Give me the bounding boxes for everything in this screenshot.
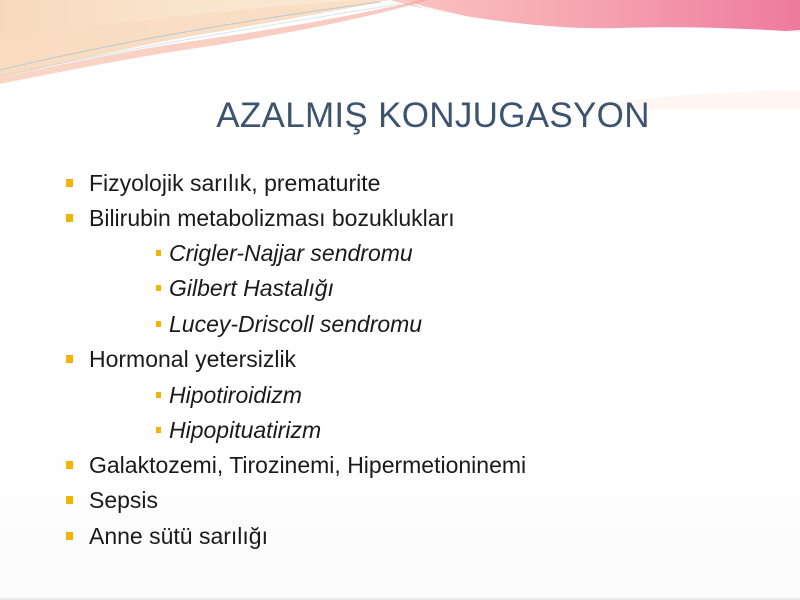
bullet-text: Fizyolojik sarılık, prematurite bbox=[89, 170, 381, 196]
bullet-text: Anne sütü sarılığı bbox=[89, 523, 268, 549]
header-wave-decoration bbox=[0, 0, 800, 110]
square-bullet-icon bbox=[66, 355, 73, 363]
sub-bullet-text: Hipotiroidizm bbox=[169, 382, 302, 408]
square-bullet-icon bbox=[156, 427, 161, 433]
square-bullet-icon bbox=[66, 461, 73, 469]
square-bullet-icon bbox=[66, 179, 73, 187]
bullet-text: Sepsis bbox=[89, 487, 159, 513]
slide-title: AZALMIŞ KONJUGASYON bbox=[216, 96, 650, 135]
sub-bullet-text: Crigler-Najjar sendromu bbox=[169, 240, 413, 266]
square-bullet-icon bbox=[66, 496, 73, 504]
sub-bullet-text: Gilbert Hastalığı bbox=[169, 275, 334, 301]
square-bullet-icon bbox=[66, 532, 73, 540]
sub-bullet-text: Lucey-Driscoll sendromu bbox=[169, 311, 423, 337]
square-bullet-icon bbox=[156, 285, 161, 291]
square-bullet-icon bbox=[66, 214, 73, 222]
sub-bullet-text: Hipopituatirizm bbox=[169, 417, 322, 443]
square-bullet-icon bbox=[156, 392, 161, 398]
square-bullet-icon bbox=[156, 250, 161, 256]
bullet-text: Bilirubin metabolizması bozuklukları bbox=[89, 205, 455, 231]
bullet-text: Galaktozemi, Tirozinemi, Hipermetioninemi bbox=[89, 452, 527, 478]
bullet-text: Hormonal yetersizlik bbox=[89, 346, 297, 372]
square-bullet-icon bbox=[156, 321, 161, 327]
